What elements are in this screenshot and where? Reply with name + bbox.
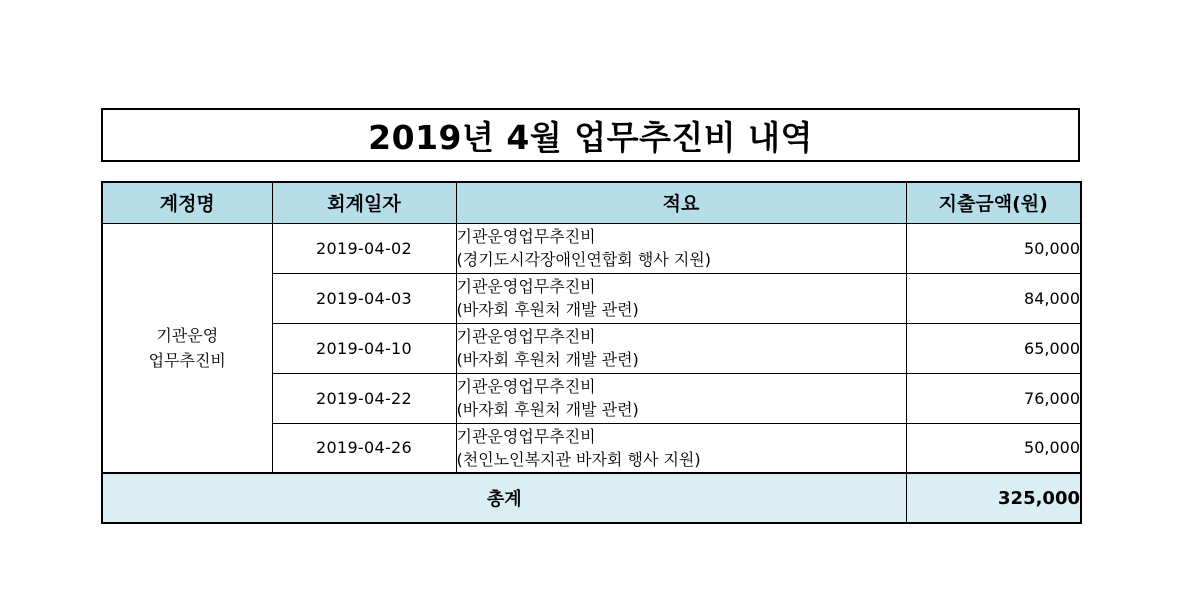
account-name-line2: 업무추진비 [148, 350, 226, 370]
title-box [101, 108, 1080, 162]
amount-cell: 84,000 [906, 273, 1081, 323]
description-cell [456, 323, 906, 373]
description-cell [456, 373, 906, 423]
header-account: 계정명 [102, 182, 272, 223]
description-cell [456, 423, 906, 473]
description-line1: 기관운영업무추진비 [456, 277, 596, 296]
description-line2: (바자회 후원처 개발 관련) [456, 300, 639, 319]
account-name-cell [102, 223, 272, 473]
total-label: 총계 [102, 473, 906, 523]
header-description: 적요 [456, 182, 906, 223]
description-line2: (경기도시각장애인연합회 행사 지원) [456, 250, 711, 269]
description-line1: 기관운영업무추진비 [456, 426, 596, 446]
header-amount: 지출금액(원) [906, 182, 1081, 223]
description-line2: (천인노인복지관 바자회 행사 지원) [456, 449, 701, 469]
description-line1: 기관운영업무추진비 [456, 227, 596, 246]
amount-cell: 65,000 [906, 323, 1081, 373]
description-cell [456, 223, 906, 273]
date-cell: 2019-04-02 [272, 223, 456, 273]
date-cell: 2019-04-26 [272, 423, 456, 473]
header-row [102, 182, 1081, 223]
date-cell: 2019-04-10 [272, 323, 456, 373]
total-row [102, 473, 1081, 523]
date-cell: 2019-04-03 [272, 273, 456, 323]
header-date: 회계일자 [272, 182, 456, 223]
amount-cell: 76,000 [906, 373, 1081, 423]
description-line1: 기관운영업무추진비 [456, 327, 596, 346]
date-cell: 2019-04-22 [272, 373, 456, 423]
page-title: 2019년 4월 업무추진비 내역 [368, 117, 813, 157]
amount-cell: 50,000 [906, 423, 1081, 473]
total-amount: 325,000 [906, 473, 1081, 523]
description-line2: (바자회 후원처 개발 관련) [456, 400, 639, 419]
expense-table [101, 181, 1082, 524]
amount-cell: 50,000 [906, 223, 1081, 273]
description-cell [456, 273, 906, 323]
description-line2: (바자회 후원처 개발 관련) [456, 350, 639, 369]
description-line1: 기관운영업무추진비 [456, 377, 596, 396]
account-name-line1: 기관운영 [156, 325, 219, 345]
table-row [102, 223, 1081, 273]
